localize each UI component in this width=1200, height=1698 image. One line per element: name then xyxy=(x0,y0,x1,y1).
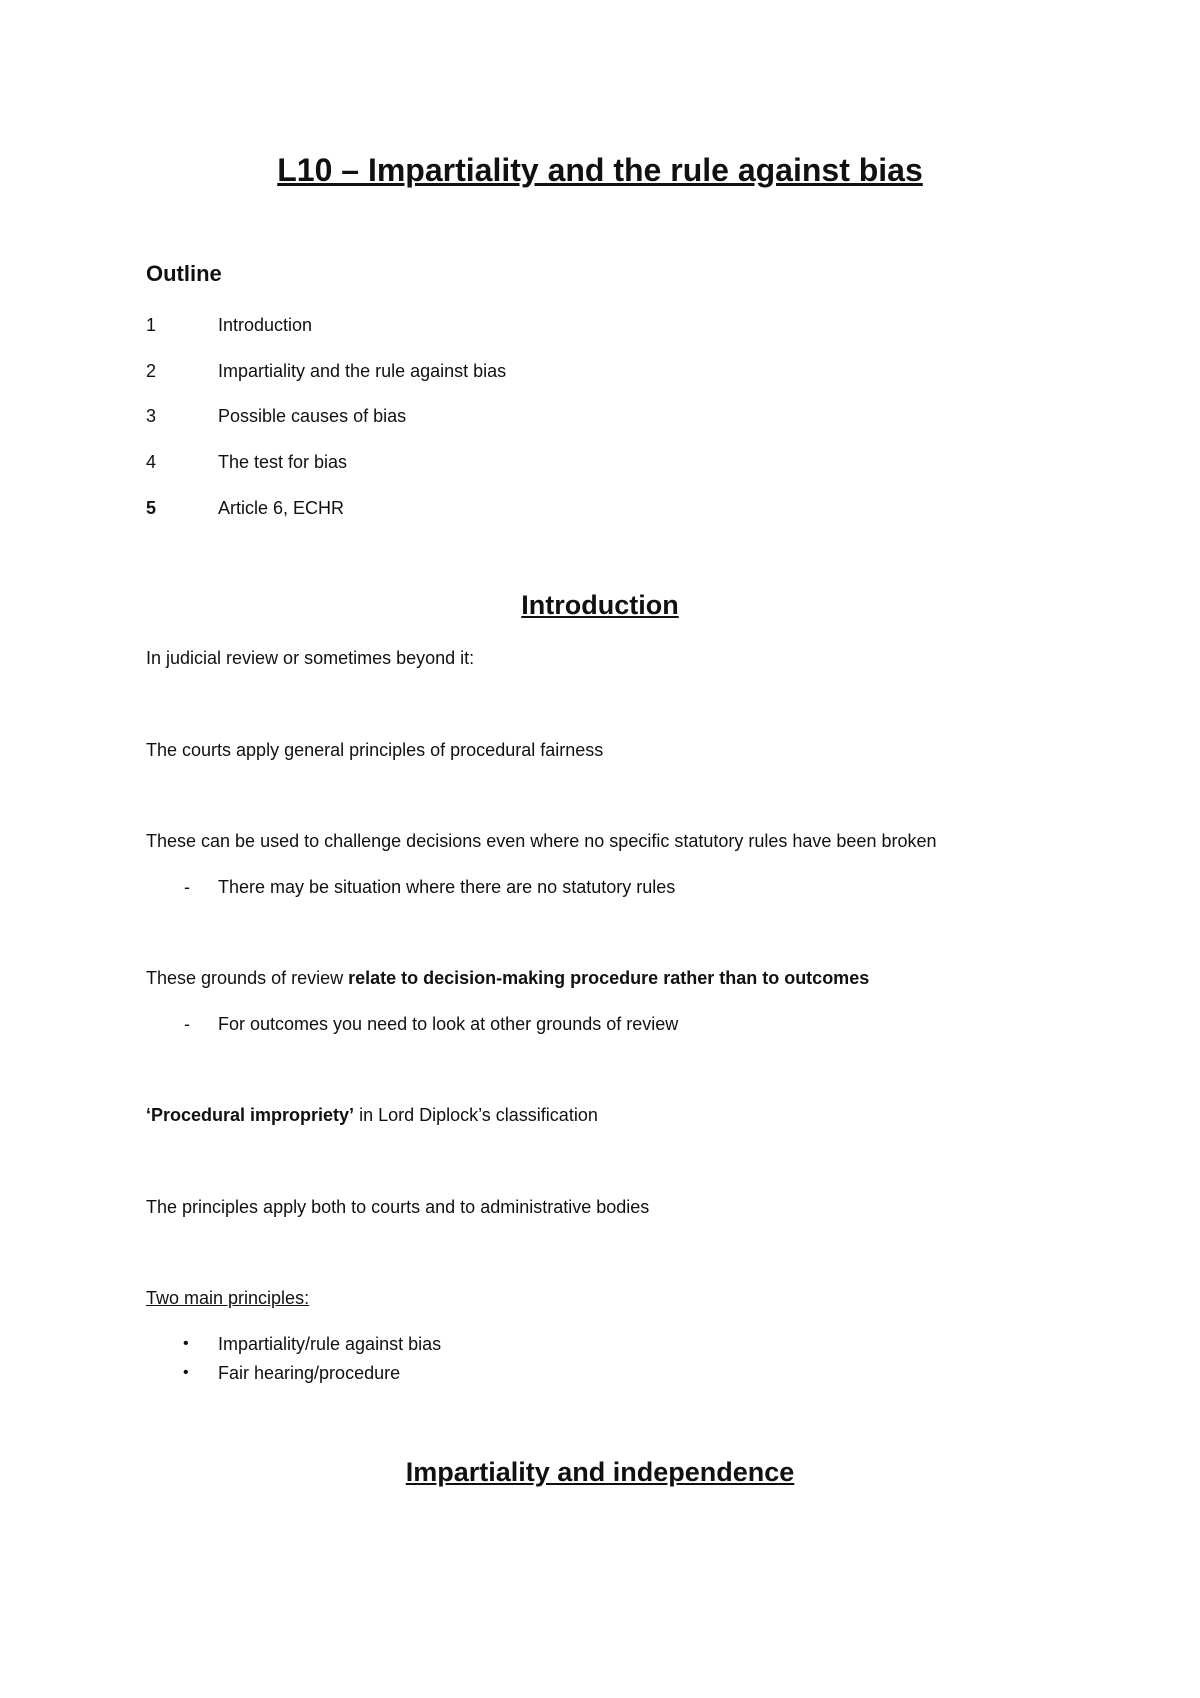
plain-text: These grounds of review xyxy=(146,968,349,988)
plain-text: in Lord Diplock’s classification xyxy=(354,1105,598,1125)
bullet-item: Impartiality/rule against bias xyxy=(218,1334,442,1354)
dash-item: For outcomes you need to look at other grounds of review xyxy=(218,1014,679,1034)
outline-item: The test for bias xyxy=(218,452,348,472)
impartiality-independence-heading: Impartiality and independence xyxy=(405,1457,795,1487)
intro-paragraph-mixed xyxy=(146,966,869,990)
bullet-marker: • xyxy=(183,1335,189,1352)
dash-marker: - xyxy=(184,877,190,897)
outline-item: Possible causes of bias xyxy=(218,406,407,426)
document-title: L10 – Impartiality and the rule against bias xyxy=(277,152,923,188)
outline-item-number: 2 xyxy=(146,361,157,381)
intro-paragraph: The courts apply general principles of procedural fairness xyxy=(146,740,604,760)
outline-item: Impartiality and the rule against bias xyxy=(218,361,507,381)
outline-item-number: 3 xyxy=(146,406,157,426)
principles-label: Two main principles: xyxy=(146,1288,310,1308)
outline-heading: Outline xyxy=(146,261,222,286)
intro-paragraph: In judicial review or sometimes beyond it: xyxy=(146,648,475,668)
bullet-marker: • xyxy=(183,1364,189,1381)
bold-text: relate to decision-making procedure rather than to outcomes xyxy=(348,968,870,988)
outline-item-number: 4 xyxy=(146,452,157,472)
bold-text: ‘Procedural impropriety’ xyxy=(146,1105,355,1125)
intro-paragraph: The principles apply both to courts and to administrative bodies xyxy=(146,1197,650,1217)
intro-paragraph-mixed xyxy=(146,1103,598,1127)
introduction-heading: Introduction xyxy=(521,590,679,620)
outline-item-number: 1 xyxy=(146,315,157,335)
outline-item: Introduction xyxy=(218,315,313,335)
dash-marker: - xyxy=(184,1014,190,1034)
outline-item: Article 6, ECHR xyxy=(218,498,345,518)
outline-item-number: 5 xyxy=(146,498,157,518)
bullet-item: Fair hearing/procedure xyxy=(218,1363,401,1383)
dash-item: There may be situation where there are no statutory rules xyxy=(218,877,676,897)
intro-paragraph: These can be used to challenge decisions even where no specific statutory rules have been broken xyxy=(146,831,937,851)
